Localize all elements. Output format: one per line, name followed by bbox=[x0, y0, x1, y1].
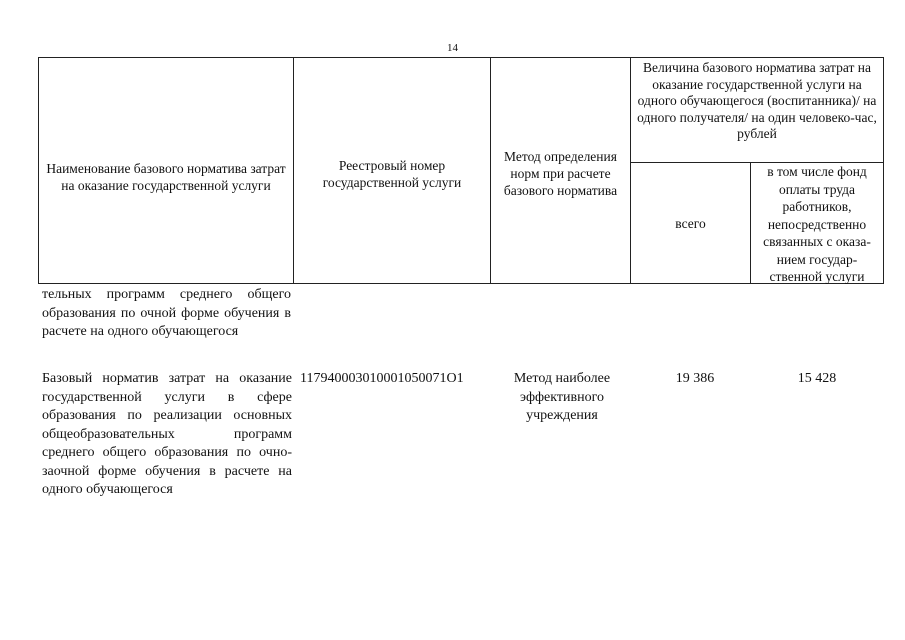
row-method: Метод наиболее эффективного учреждения bbox=[513, 371, 611, 423]
header-total-text: всего bbox=[675, 215, 706, 231]
row-name: Базовый норматив затрат на оказание государственной услуги в сфере образования по реализации основных общеобразовательных программ среднего общего образования по очно-заочной форме обучения в расчете на одного обучающегося bbox=[42, 371, 292, 497]
header-value-group-text: Величина базового норматива затрат на оказание государственной услуги на одного обучающегося (воспитанника)/ на одного получателя/ на один человеко-час, рублей bbox=[637, 60, 877, 141]
header-value-group bbox=[630, 57, 884, 163]
header-registry bbox=[293, 57, 491, 284]
header-method-text: Метод определения норм при расчете базового норматива bbox=[503, 149, 618, 198]
continued-row-name: тельных программ среднего общего образования по очной форме обучения в расчете на одного обучающегося bbox=[42, 287, 291, 339]
row-total: 19 386 bbox=[675, 371, 715, 386]
header-name-text: Наименование базового норматива затрат на оказание государственной услуги bbox=[46, 160, 286, 193]
header-fund-text: в том числе фонд оплаты труда работников, непосредственно связанных с оказа-нием государ-ственной услуги bbox=[763, 164, 871, 284]
header-registry-text: Реестровый номер государственной услуги bbox=[322, 157, 462, 190]
header-fund bbox=[750, 162, 884, 284]
page-number: 14 bbox=[447, 42, 458, 54]
row-registry: 117940003010001050071О1 bbox=[300, 371, 464, 386]
header-name bbox=[38, 57, 294, 284]
row-fund: 15 428 bbox=[797, 371, 837, 386]
header-total bbox=[630, 162, 751, 284]
header-method bbox=[490, 57, 631, 284]
